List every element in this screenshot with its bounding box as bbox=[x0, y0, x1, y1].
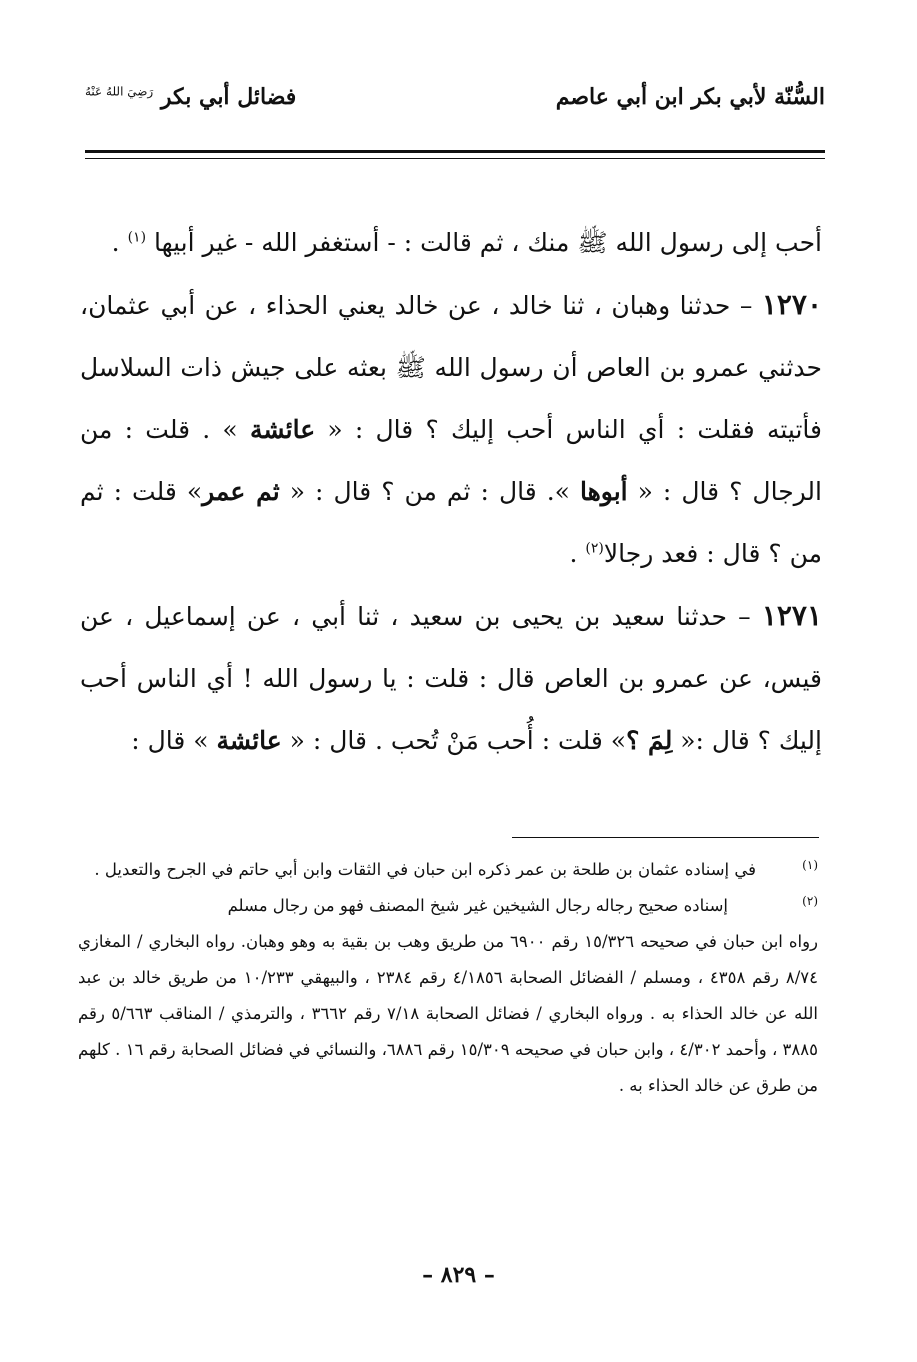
header-rule-thin bbox=[85, 158, 825, 159]
book-title: السُّنّة لأبي بكر ابن أبي عاصم bbox=[555, 84, 825, 110]
hadith-text: » قال : bbox=[131, 726, 217, 755]
footnote-1 bbox=[78, 852, 818, 888]
hadith-1271 bbox=[80, 585, 822, 772]
footnote-marker: (٢) bbox=[802, 894, 818, 908]
hadith-1270 bbox=[80, 274, 822, 585]
footnote-separator bbox=[512, 837, 819, 838]
main-text bbox=[80, 212, 822, 772]
hadith-emphasis: عائشة bbox=[249, 415, 316, 444]
hadith-text: » قلت : أُحب مَنْ تُحب . قال : « bbox=[281, 726, 627, 755]
footnote-text: رواه ابن حبان في صحيحه ١٥/٣٢٦ رقم ٦٩٠٠ من طريق وهب بن بقية به وهو وهبان. رواه البخاري / المغازي ٨/٧٤ رقم ٤٣٥٨ ، ومسلم / الفضائل الصحابة ٤/١٨٥٦ رقم ٢٣٨٤ ، والبيهقي ١٠/٢٣٣ من طريق خالد بن عبد الله عن خالد الحذاء به . ورواه البخاري / فضائل الصحابة ٧/١٨ رقم ٣٦٦٢ ، والترمذي / المناقب ٥/٦٦٣ رقم ٣٨٨٥ ، وأحمد ٤/٣٠٢ ، وابن حبان في صحيحه ١٥/٣٠٩ رقم ٦٨٨٦، والنسائي في فضائل الصحابة رقم ١٦ . كلهم من طرق عن خالد الحذاء به . bbox=[78, 932, 819, 1095]
hadith-text: – حدثنا وهبان ، ثنا خالد ، عن خالد يعني الحذاء ، عن أبي عثمان، حدثني عمرو بن العاص أن رسول الله ﷺ بعثه على جيش ذات السلاسل فأتيته فقلت : أي الناس أحب إليك ؟ قال : « bbox=[80, 291, 822, 444]
page-number: – ٨٢٩ – bbox=[422, 1262, 495, 1288]
hadith-number: ١٢٧١ bbox=[761, 599, 822, 632]
hadith-number: ١٢٧٠ bbox=[761, 288, 822, 321]
hadith-text: » . قلت : من الرجال ؟ قال : « bbox=[80, 415, 823, 506]
hadith-emphasis: عائشة bbox=[216, 726, 282, 755]
hadith-emphasis: ثم عمر bbox=[202, 477, 280, 506]
continuation-end: . bbox=[111, 228, 128, 257]
hadith-text: ». قال : ثم من ؟ قال : « bbox=[279, 477, 580, 506]
hadith-emphasis: لِمَ ؟ bbox=[626, 726, 673, 755]
hadith-emphasis: أبوها bbox=[579, 477, 628, 506]
footnote-text: في إسناده عثمان بن طلحة بن عمر ذكره ابن حبان في الثقات وابن أبي حاتم في الجرح والتعديل . bbox=[94, 860, 756, 879]
footnote-ref-2: (٢) bbox=[585, 540, 604, 557]
honorific-mark: رَضِيَ اللهُ عَنْهُ bbox=[85, 84, 154, 99]
hadith-text: » قلت : ثم من ؟ قال : فعد رجالا bbox=[80, 477, 822, 568]
chapter-title bbox=[85, 84, 296, 110]
chapter-title-text: فضائل أبي بكر bbox=[160, 84, 297, 110]
continuation-text: أحب إلى رسول الله ﷺ منك ، ثم قالت : - أستغفر الله - غير أبيها bbox=[154, 228, 822, 257]
footnote-2 bbox=[78, 888, 818, 1104]
footnotes bbox=[78, 852, 818, 1104]
footnote-ref-1: (١) bbox=[127, 229, 147, 246]
hadith-text: – حدثنا سعيد بن يحيى بن سعيد ، ثنا أبي ، عن إسماعيل ، عن قيس، عن عمرو بن العاص قال : قلت : يا رسول الله ! أي الناس أحب إليك ؟ قال :« bbox=[80, 602, 822, 755]
paragraph-continuation bbox=[80, 212, 822, 274]
hadith-end: . bbox=[569, 539, 586, 568]
footnote-text: إسناده صحيح رجاله رجال الشيخين غير شيخ المصنف فهو من رجال مسلم bbox=[227, 896, 728, 915]
footnote-marker: (١) bbox=[802, 858, 818, 872]
running-header bbox=[85, 78, 825, 128]
header-rule-thick bbox=[85, 150, 825, 153]
